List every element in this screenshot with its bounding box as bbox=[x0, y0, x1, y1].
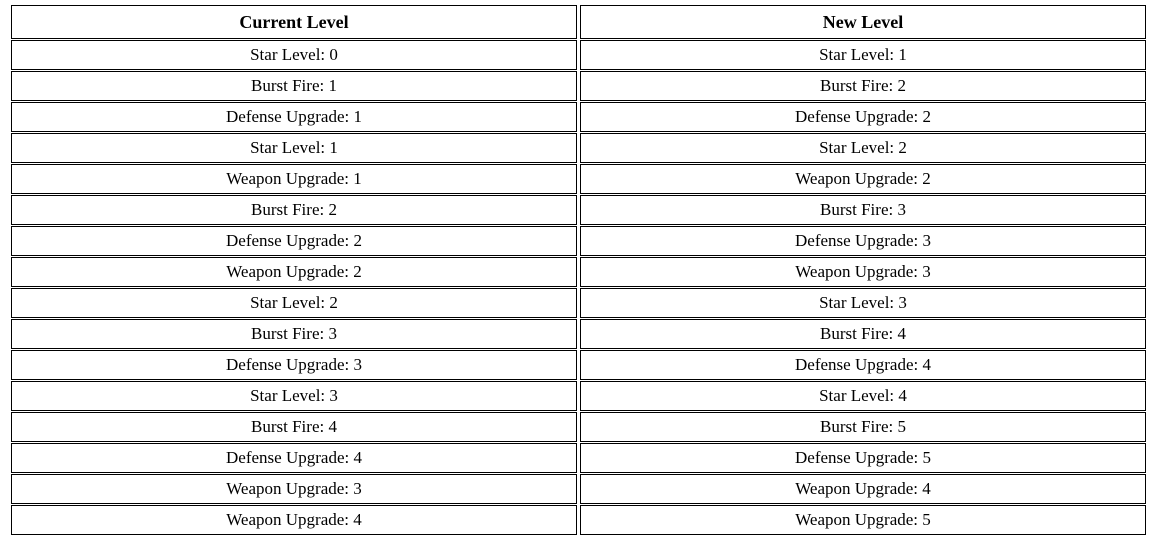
cell-new-level: Defense Upgrade: 3 bbox=[580, 226, 1146, 256]
cell-new-level: Weapon Upgrade: 2 bbox=[580, 164, 1146, 194]
cell-current-level: Weapon Upgrade: 4 bbox=[11, 505, 577, 535]
cell-new-level: Star Level: 4 bbox=[580, 381, 1146, 411]
table-row bbox=[11, 505, 1146, 535]
table-row bbox=[11, 164, 1146, 194]
upgrade-levels-table bbox=[8, 4, 1149, 536]
cell-current-level: Burst Fire: 4 bbox=[11, 412, 577, 442]
table-row bbox=[11, 288, 1146, 318]
cell-new-level: Defense Upgrade: 4 bbox=[580, 350, 1146, 380]
cell-new-level: Star Level: 2 bbox=[580, 133, 1146, 163]
column-header-current-level: Current Level bbox=[11, 5, 577, 39]
cell-new-level: Star Level: 1 bbox=[580, 40, 1146, 70]
cell-current-level: Weapon Upgrade: 2 bbox=[11, 257, 577, 287]
cell-current-level: Star Level: 1 bbox=[11, 133, 577, 163]
cell-new-level: Burst Fire: 2 bbox=[580, 71, 1146, 101]
table-row bbox=[11, 71, 1146, 101]
cell-new-level: Weapon Upgrade: 4 bbox=[580, 474, 1146, 504]
cell-new-level: Defense Upgrade: 5 bbox=[580, 443, 1146, 473]
table-row bbox=[11, 350, 1146, 380]
table-row bbox=[11, 133, 1146, 163]
cell-current-level: Weapon Upgrade: 1 bbox=[11, 164, 577, 194]
table-header bbox=[11, 5, 1146, 39]
table-body bbox=[11, 40, 1146, 535]
table-row bbox=[11, 257, 1146, 287]
cell-current-level: Weapon Upgrade: 3 bbox=[11, 474, 577, 504]
cell-current-level: Burst Fire: 1 bbox=[11, 71, 577, 101]
table-row bbox=[11, 102, 1146, 132]
cell-new-level: Burst Fire: 4 bbox=[580, 319, 1146, 349]
cell-current-level: Defense Upgrade: 2 bbox=[11, 226, 577, 256]
table-row bbox=[11, 443, 1146, 473]
column-header-new-level: New Level bbox=[580, 5, 1146, 39]
table-header-row bbox=[11, 5, 1146, 39]
table-row bbox=[11, 381, 1146, 411]
cell-new-level: Defense Upgrade: 2 bbox=[580, 102, 1146, 132]
cell-current-level: Star Level: 0 bbox=[11, 40, 577, 70]
table-row bbox=[11, 319, 1146, 349]
cell-new-level: Burst Fire: 5 bbox=[580, 412, 1146, 442]
cell-current-level: Defense Upgrade: 4 bbox=[11, 443, 577, 473]
cell-current-level: Burst Fire: 3 bbox=[11, 319, 577, 349]
cell-current-level: Star Level: 2 bbox=[11, 288, 577, 318]
table-row bbox=[11, 195, 1146, 225]
cell-current-level: Defense Upgrade: 1 bbox=[11, 102, 577, 132]
cell-new-level: Star Level: 3 bbox=[580, 288, 1146, 318]
cell-current-level: Burst Fire: 2 bbox=[11, 195, 577, 225]
cell-new-level: Weapon Upgrade: 5 bbox=[580, 505, 1146, 535]
table-row bbox=[11, 412, 1146, 442]
cell-new-level: Weapon Upgrade: 3 bbox=[580, 257, 1146, 287]
table-row bbox=[11, 226, 1146, 256]
cell-current-level: Star Level: 3 bbox=[11, 381, 577, 411]
cell-new-level: Burst Fire: 3 bbox=[580, 195, 1146, 225]
table-row bbox=[11, 40, 1146, 70]
cell-current-level: Defense Upgrade: 3 bbox=[11, 350, 577, 380]
